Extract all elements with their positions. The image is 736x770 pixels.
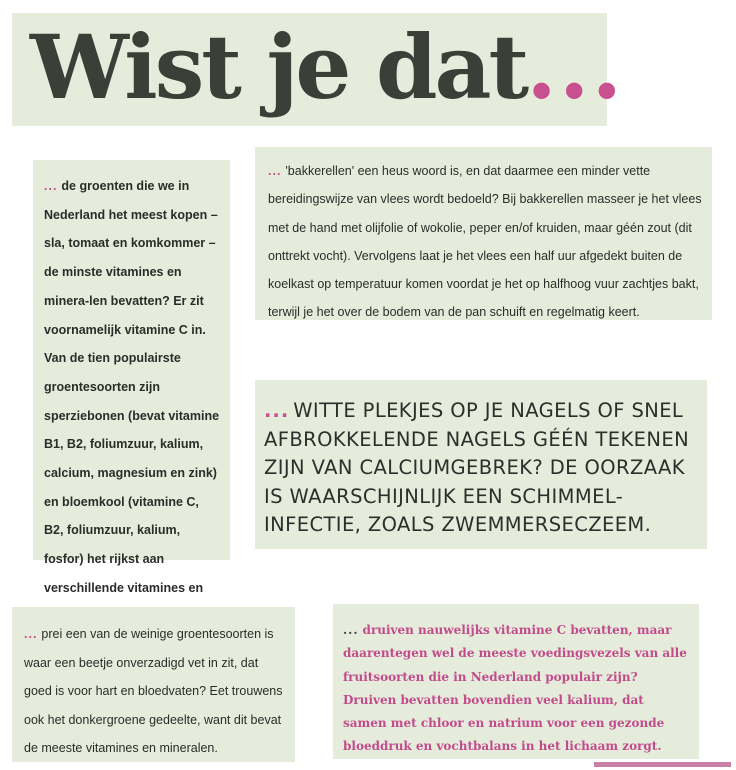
title-dots: ... — [526, 15, 625, 119]
fact-bullet-dots: ... — [268, 164, 282, 178]
fact-leek-text — [24, 620, 285, 763]
fact-vegetables — [33, 160, 230, 595]
title-panel — [12, 13, 625, 126]
fact-bullet-dots: ... — [24, 627, 38, 641]
fact-bullet-dots: ... — [44, 179, 58, 193]
fact-body: 'bakkerellen' een heus woord is, en dat daarmee een minder vette bereidingswijze van vlees wordt bedoeld? Bij bakkerellen masseer je het vlees met de hand met olijfolie of wokolie, peper en/of kruiden, maar géén zout (dit onttrekt vocht). Vervolgens laat je het vlees een half uur afgedekt buiten de koelkast op temperatuur komen voordat je het op halfhoog vuur zachtjes bakt, terwijl je het over de bodem van de pan schuift en regelmatig keert. — [268, 164, 702, 320]
fact-body: WITTE PLEKJES OP JE NAGELS OF SNEL AFBROKKELENDE NAGELS GÉÉN TEKENEN ZIJN VAN CALCIUMGEBREK? DE OORZAAK IS WAARSCHIJNLIJK EEN SCHIMMEL-INFECTIE, ZOALS ZWEMMERSECZEEM. — [264, 399, 690, 536]
page-title — [30, 15, 625, 119]
fact-bullet-dots: ... — [343, 623, 359, 637]
fact-body: druiven nauwelijks vitamine C bevatten, maar daarentegen wel de meeste voedingsvezels van alle fruitsoorten die in Nederland populair zijn? Druiven bevatten bovendien veel kalium, dat samen met chloor en natrium voor een gezonde bloeddruk en vochtbalans in het lichaam zorgt. — [343, 623, 687, 754]
fact-grapes — [333, 604, 699, 759]
fact-body: prei een van de weinige groentesoorten is waar een beetje onverzadigd vet in zit, dat goed is voor hart en bloedvaten? Eet trouwens ook het donkergroene gedeelte, want dit bevat de meeste vitamines en mineralen. — [24, 627, 283, 755]
fact-bakkerellen — [255, 147, 712, 320]
fact-body: de groenten die we in Nederland het meest kopen – sla, tomaat en komkommer – de minste vitamines en minera-len bevatten? Er zit voornamelijk vitamine C in. Van de tien populairste groentesoorten zijn sperziebonen (bevat vitamine B1, B2, foliumzuur, kalium, calcium, magnesium en zink) en bloemkool (vitamine C, B2, foliumzuur, kalium, fosfor) het rijkst aan verschillende vitamines en — [44, 179, 220, 595]
fact-leek — [12, 607, 295, 762]
fact-vegetables-text — [44, 172, 220, 631]
fact-bullet-dots: ... — [264, 399, 290, 422]
accent-bar — [594, 762, 731, 767]
title-text: Wist je dat — [30, 15, 527, 119]
fact-grapes-text — [343, 619, 691, 759]
fact-bakkerellen-text — [268, 157, 702, 327]
fact-nails-text — [264, 397, 697, 540]
fact-nails — [255, 380, 707, 549]
